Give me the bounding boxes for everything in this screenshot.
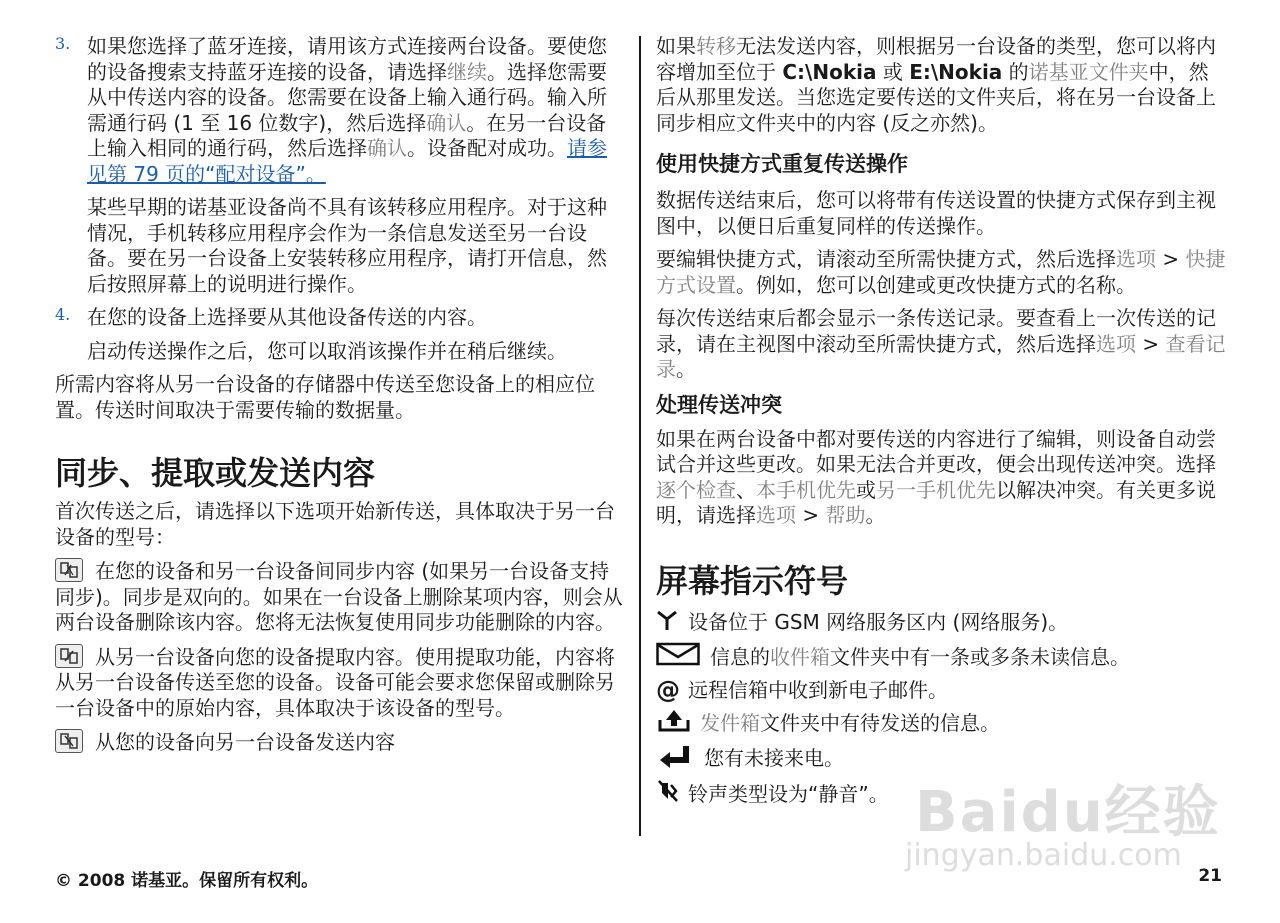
step-3-text: 如果您选择了蓝牙连接，请用该方式连接两台设备。要使您的设备搜索支持蓝牙连接的设备，请选择继续。选择您需要从中传送内容的设备。您需要在设备上输入通行码。输入所需通行码 (1 至 16 位数字)，然后选择确认。在另一台设备上输入相同的通行码，然后选择确认。设备配对成功。请参见第 79 页的“配对设备”。 bbox=[87, 34, 607, 186]
retrieve-icon bbox=[55, 644, 83, 668]
sync-icon bbox=[55, 558, 83, 582]
indicator-missed-call: 您有未接来电。 bbox=[656, 744, 1226, 775]
heading-shortcut: 使用快捷方式重复传送操作 bbox=[656, 152, 908, 176]
baidu-watermark bbox=[905, 738, 1225, 878]
outbox-arrow-icon bbox=[656, 708, 700, 739]
nokia-folder: 诺基亚文件夹 bbox=[1028, 59, 1149, 84]
shortcut-paragraph-3: 每次传送结束后都会显示一条传送记录。要查看上一次传送的记录，请在主视图中滚动至所需快捷方式，然后选择选项 > 查看记录。 bbox=[656, 306, 1226, 381]
right-column bbox=[656, 34, 1226, 810]
silent-icon bbox=[656, 779, 688, 810]
other-phone-first-option: 另一手机优先 bbox=[876, 477, 996, 502]
transfer-folder-paragraph: 如果转移无法发送内容，则根据另一台设备的类型，您可以将内容增加至位于 C:\Nokia 或 E:\Nokia 的诺基亚文件夹中，然后从那里发送。当您选定要传送的文件夹后，将在另一台设备上同步相应文件夹中的内容 (反之亦然)。 bbox=[656, 34, 1216, 135]
send-icon bbox=[55, 729, 83, 753]
shortcut-paragraph-2: 要编辑快捷方式，请滚动至所需快捷方式，然后选择选项 > 快捷方式设置。例如，您可以创建或更改快捷方式的名称。 bbox=[656, 247, 1226, 297]
heading-indicators: 屏幕指示符号 bbox=[656, 561, 849, 600]
storage-note: 所需内容将从另一台设备的存储器中传送至您设备上的相应位置。传送时间取决于需要传输的数据量。 bbox=[55, 372, 595, 422]
shortcut-settings-option: 快捷方式设置 bbox=[656, 247, 1226, 297]
section-title: 同步、提取或发送内容 bbox=[55, 454, 376, 492]
pairing-link[interactable]: 请参见第 79 页的“配对设备”。 bbox=[87, 136, 607, 186]
confirm-option: 确认 bbox=[426, 110, 467, 135]
step-3-note: 某些早期的诺基亚设备尚不具有该转移应用程序。对于这种情况，手机转移应用程序会作为一条信息发送至另一台设备。要在另一台设备上安装转移应用程序，请打开信息，然后按照屏幕上的说明进行操作。 bbox=[87, 195, 607, 296]
page-number: 21 bbox=[1198, 866, 1222, 886]
envelope-icon bbox=[656, 642, 710, 673]
step-4 bbox=[55, 305, 625, 331]
section-intro: 首次传送之后，请选择以下选项开始新传送，具体取决于另一台设备的型号： bbox=[55, 499, 615, 549]
step-number: 4. bbox=[55, 305, 71, 324]
indicator-inbox: 信息的 收件箱 文件夹中有一条或多条未读信息。 bbox=[656, 642, 1226, 673]
option-retrieve: 从另一台设备向您的设备提取内容。使用提取功能，内容将从另一台设备传送至您的设备。设备可能会要求您保留或删除另一台设备中的原始内容，具体取决于该设备的型号。 bbox=[55, 644, 615, 720]
at-sign-icon: @ bbox=[656, 675, 680, 704]
options-menu: 选项 bbox=[756, 503, 796, 527]
step-3 bbox=[55, 34, 625, 187]
indicator-email: @ 远程信箱中收到新电子邮件。 bbox=[656, 675, 948, 704]
continue-option: 继续 bbox=[447, 59, 487, 84]
shortcut-paragraph-1: 数据传送结束后，您可以将带有传送设置的快捷方式保存到主视图中，以便日后重复同样的传送操作。 bbox=[656, 188, 1216, 238]
watermark-url: jingyan.baidu.com bbox=[905, 838, 1182, 873]
path-c-nokia: C:\Nokia bbox=[782, 59, 877, 84]
indicator-gsm: 设备位于 GSM 网络服务区内 (网络服务)。 bbox=[656, 609, 1226, 638]
view-log-option: 查看记录 bbox=[656, 331, 1226, 381]
options-menu: 选项 bbox=[1116, 247, 1156, 271]
conflict-paragraph: 如果在两台设备中都对要传送的内容进行了编辑，则设备自动尝试合并这些更改。如果无法合并更改，便会出现传送冲突。选择逐个检查、本手机优先或另一手机优先以解决冲突。有关更多说明，请选择选项 > 帮助。 bbox=[656, 426, 1216, 527]
left-column bbox=[55, 34, 625, 756]
heading-conflict: 处理传送冲突 bbox=[656, 392, 782, 417]
indicator-silent: 铃声类型设为“静音”。 bbox=[656, 779, 1226, 810]
step-number: 3. bbox=[55, 34, 71, 53]
watermark-brand: Baidu经验 bbox=[915, 780, 1221, 845]
missed-call-icon bbox=[656, 744, 704, 775]
copyright: © 2008 诺基亚。保留所有权利。 bbox=[55, 871, 319, 891]
inbox-folder: 收件箱 bbox=[770, 644, 830, 669]
cancel-note: 启动传送操作之后，您可以取消该操作并在稍后继续。 bbox=[87, 338, 567, 363]
path-e-nokia: E:\Nokia bbox=[909, 59, 1003, 84]
options-menu: 选项 bbox=[1096, 331, 1136, 356]
confirm-option: 确认 bbox=[367, 136, 407, 160]
option-send: 从您的设备向另一台设备发送内容 bbox=[55, 729, 625, 756]
transfer-app: 转移 bbox=[696, 34, 736, 58]
check-one-by-one-option: 逐个检查 bbox=[656, 477, 736, 502]
option-sync: 在您的设备和另一台设备间同步内容 (如果另一台设备支持同步)。同步是双向的。如果在一台设备上删除某项内容，则会从两台设备删除该内容。您将无法恢复使用同步功能删除的内容。 bbox=[55, 559, 623, 634]
outbox-folder: 发件箱 bbox=[700, 710, 760, 735]
indicator-outbox: 发件箱 文件夹中有待发送的信息。 bbox=[656, 708, 1226, 739]
help-option: 帮助 bbox=[825, 503, 866, 527]
this-phone-first-option: 本手机优先 bbox=[756, 477, 856, 502]
antenna-icon bbox=[656, 609, 688, 638]
step-4-text: 在您的设备上选择要从其他设备传送的内容。 bbox=[87, 305, 487, 329]
column-divider bbox=[639, 36, 641, 836]
